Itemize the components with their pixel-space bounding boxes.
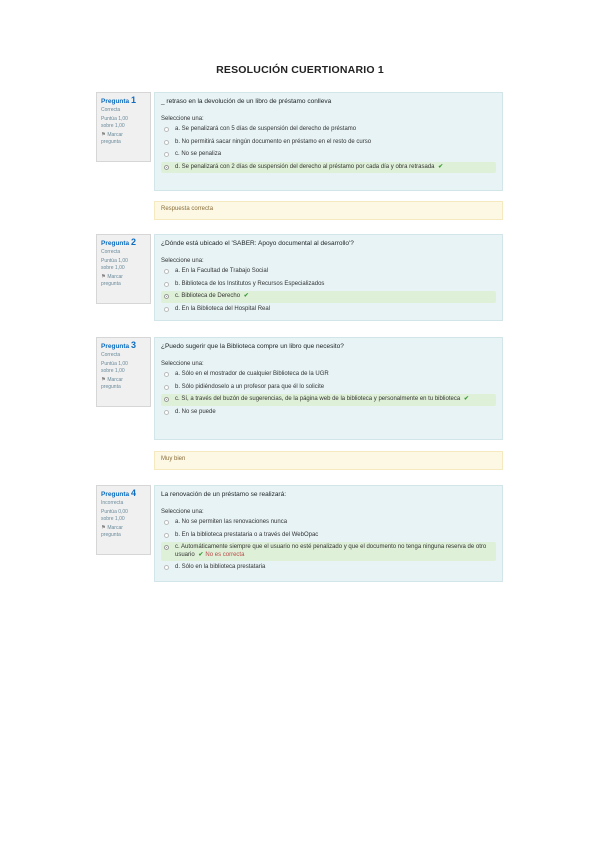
question-4-content [154,485,503,582]
question-2-info [96,234,151,304]
grade-line-1: Puntúa 1,00 [101,258,128,264]
grade-line-1: Puntúa 0,00 [101,509,128,515]
question-3-info [96,337,151,407]
grade-line-2: sobre 1,00 [101,264,125,271]
radio-button[interactable] [164,520,169,525]
question-3-content [154,337,503,440]
option-d[interactable] [161,562,496,574]
grade-line-1: Puntúa 1,00 [101,116,128,122]
question-text: _ retraso en la devolución de un libro de préstamo conlleva [161,98,332,105]
option-label: a. Sólo en el mostrador de cualquier Biblioteca de la UGR [175,371,329,377]
check-icon: ✔ [198,551,204,558]
question-number: 1 [130,95,136,105]
question-state: Incorrecta [101,500,124,506]
check-icon: ✔ [243,293,249,299]
grade-line-2: sobre 1,00 [101,367,125,374]
radio-button[interactable] [164,372,169,377]
question-label: Pregunta [101,98,130,105]
check-icon: ✔ [463,396,469,402]
question-4-info [96,485,151,555]
option-d[interactable] [161,304,496,316]
question-state: Correcta [101,249,121,255]
answer-options [161,517,496,574]
flag-icon: ⚑ [101,377,106,383]
option-label: a. Se penalizará con 5 días de suspensión del derecho de préstamo [175,126,357,132]
flag-icon: ⚑ [101,274,106,280]
option-a[interactable] [161,266,496,278]
option-label: b. Sólo pidiéndoselo a un profesor para que él lo solicite [175,383,325,390]
question-number: 4 [130,488,136,498]
radio-button[interactable] [164,269,169,274]
question-text: ¿Puedo sugerir que la Biblioteca compre un libro que necesito? [161,343,344,350]
select-prompt: Seleccione una: [161,361,204,367]
question-1-info [96,92,151,162]
question-label: Pregunta [101,343,130,350]
option-label: c. Sí, a través del buzón de sugerencias, de la página web de la biblioteca y personalmente en tu biblioteca [175,396,461,402]
flag-label: Marcar [107,274,123,280]
option-a[interactable] [161,369,496,381]
option-d[interactable] [161,407,496,419]
option-label: b. En la biblioteca prestataria o a través del WebOpac [175,531,319,538]
option-label: d. No se puede [175,408,216,415]
question-2-content [154,234,503,321]
option-a[interactable] [161,124,496,136]
question-text: La renovación de un préstamo se realizará: [161,491,287,498]
select-prompt: Seleccione una: [161,116,204,122]
question-number: 3 [130,340,136,350]
option-c[interactable] [161,394,496,406]
flag-icon: ⚑ [101,132,106,138]
option-label: b. Biblioteca de los Institutos y Recursos Especializados [175,280,325,287]
flag-label-2: pregunta [101,531,121,538]
option-c[interactable] [161,542,496,561]
option-label: a. No se permiten las renovaciones nunca [175,519,288,525]
flag-label: Marcar [107,132,123,138]
grade-line-1: Puntúa 1,00 [101,361,128,367]
check-icon: ✔ [438,163,444,170]
radio-button[interactable] [164,307,169,312]
page-title: RESOLUCIÓN CUERTIONARIO 1 [216,64,384,76]
flag-label-2: pregunta [101,138,121,145]
radio-button[interactable] [164,533,169,538]
radio-button-selected[interactable] [164,165,169,170]
radio-button[interactable] [164,127,169,132]
option-label: d. Sólo en la biblioteca prestataria [175,564,266,570]
radio-button-selected[interactable] [164,294,169,299]
option-label: a. En la Facultad de Trabajo Social [175,268,269,274]
select-prompt: Seleccione una: [161,509,204,515]
question-label: Pregunta [101,240,130,247]
radio-button-selected[interactable] [164,397,169,402]
flag-label-2: pregunta [101,383,121,390]
option-b[interactable] [161,279,496,291]
option-a[interactable] [161,517,496,529]
option-label: d. Se penalizará con 2 días de suspensión del derecho al préstamo por cada día y obra retrasada [175,163,435,170]
flag-label: Marcar [107,377,123,383]
option-label: d. En la Biblioteca del Hospital Real [175,305,271,312]
question-state: Correcta [101,352,121,358]
question-1-content [154,92,503,191]
option-c[interactable] [161,291,496,303]
feedback-box: Muy bien [154,451,503,470]
radio-button[interactable] [164,140,169,145]
option-feedback-note: No es correcta [205,551,245,558]
option-label: c. Automáticamente siempre que el usuario no esté penalizado y que el documento no tenga ninguna reserva de otro usuario [175,544,487,558]
option-label: b. No permitirá sacar ningún documento en préstamo en el resto de curso [175,138,372,145]
radio-button[interactable] [164,152,169,157]
radio-button[interactable] [164,282,169,287]
option-b[interactable] [161,530,496,542]
flag-label-2: pregunta [101,280,121,287]
radio-button[interactable] [164,410,169,415]
option-b[interactable] [161,137,496,149]
question-number: 2 [130,237,136,247]
flag-label: Marcar [107,525,123,531]
radio-button-selected[interactable] [164,545,169,550]
radio-button[interactable] [164,565,169,570]
grade-line-2: sobre 1,00 [101,515,125,522]
answer-options [161,266,496,315]
question-state: Correcta [101,107,121,113]
option-d[interactable] [161,162,496,174]
option-label: c. Biblioteca de Derecho [175,293,241,299]
option-b[interactable] [161,382,496,394]
select-prompt: Seleccione una: [161,258,204,264]
option-label: c. No se penaliza [175,151,222,157]
radio-button[interactable] [164,385,169,390]
option-c[interactable] [161,149,496,161]
flag-icon: ⚑ [101,525,106,531]
feedback-box: Respuesta correcta [154,201,503,220]
question-label: Pregunta [101,491,130,498]
answer-options [161,124,496,173]
grade-line-2: sobre 1,00 [101,122,125,129]
answer-options [161,369,496,418]
question-text: ¿Dónde está ubicado el 'SABER: Apoyo documental al desarrollo'? [161,240,354,247]
